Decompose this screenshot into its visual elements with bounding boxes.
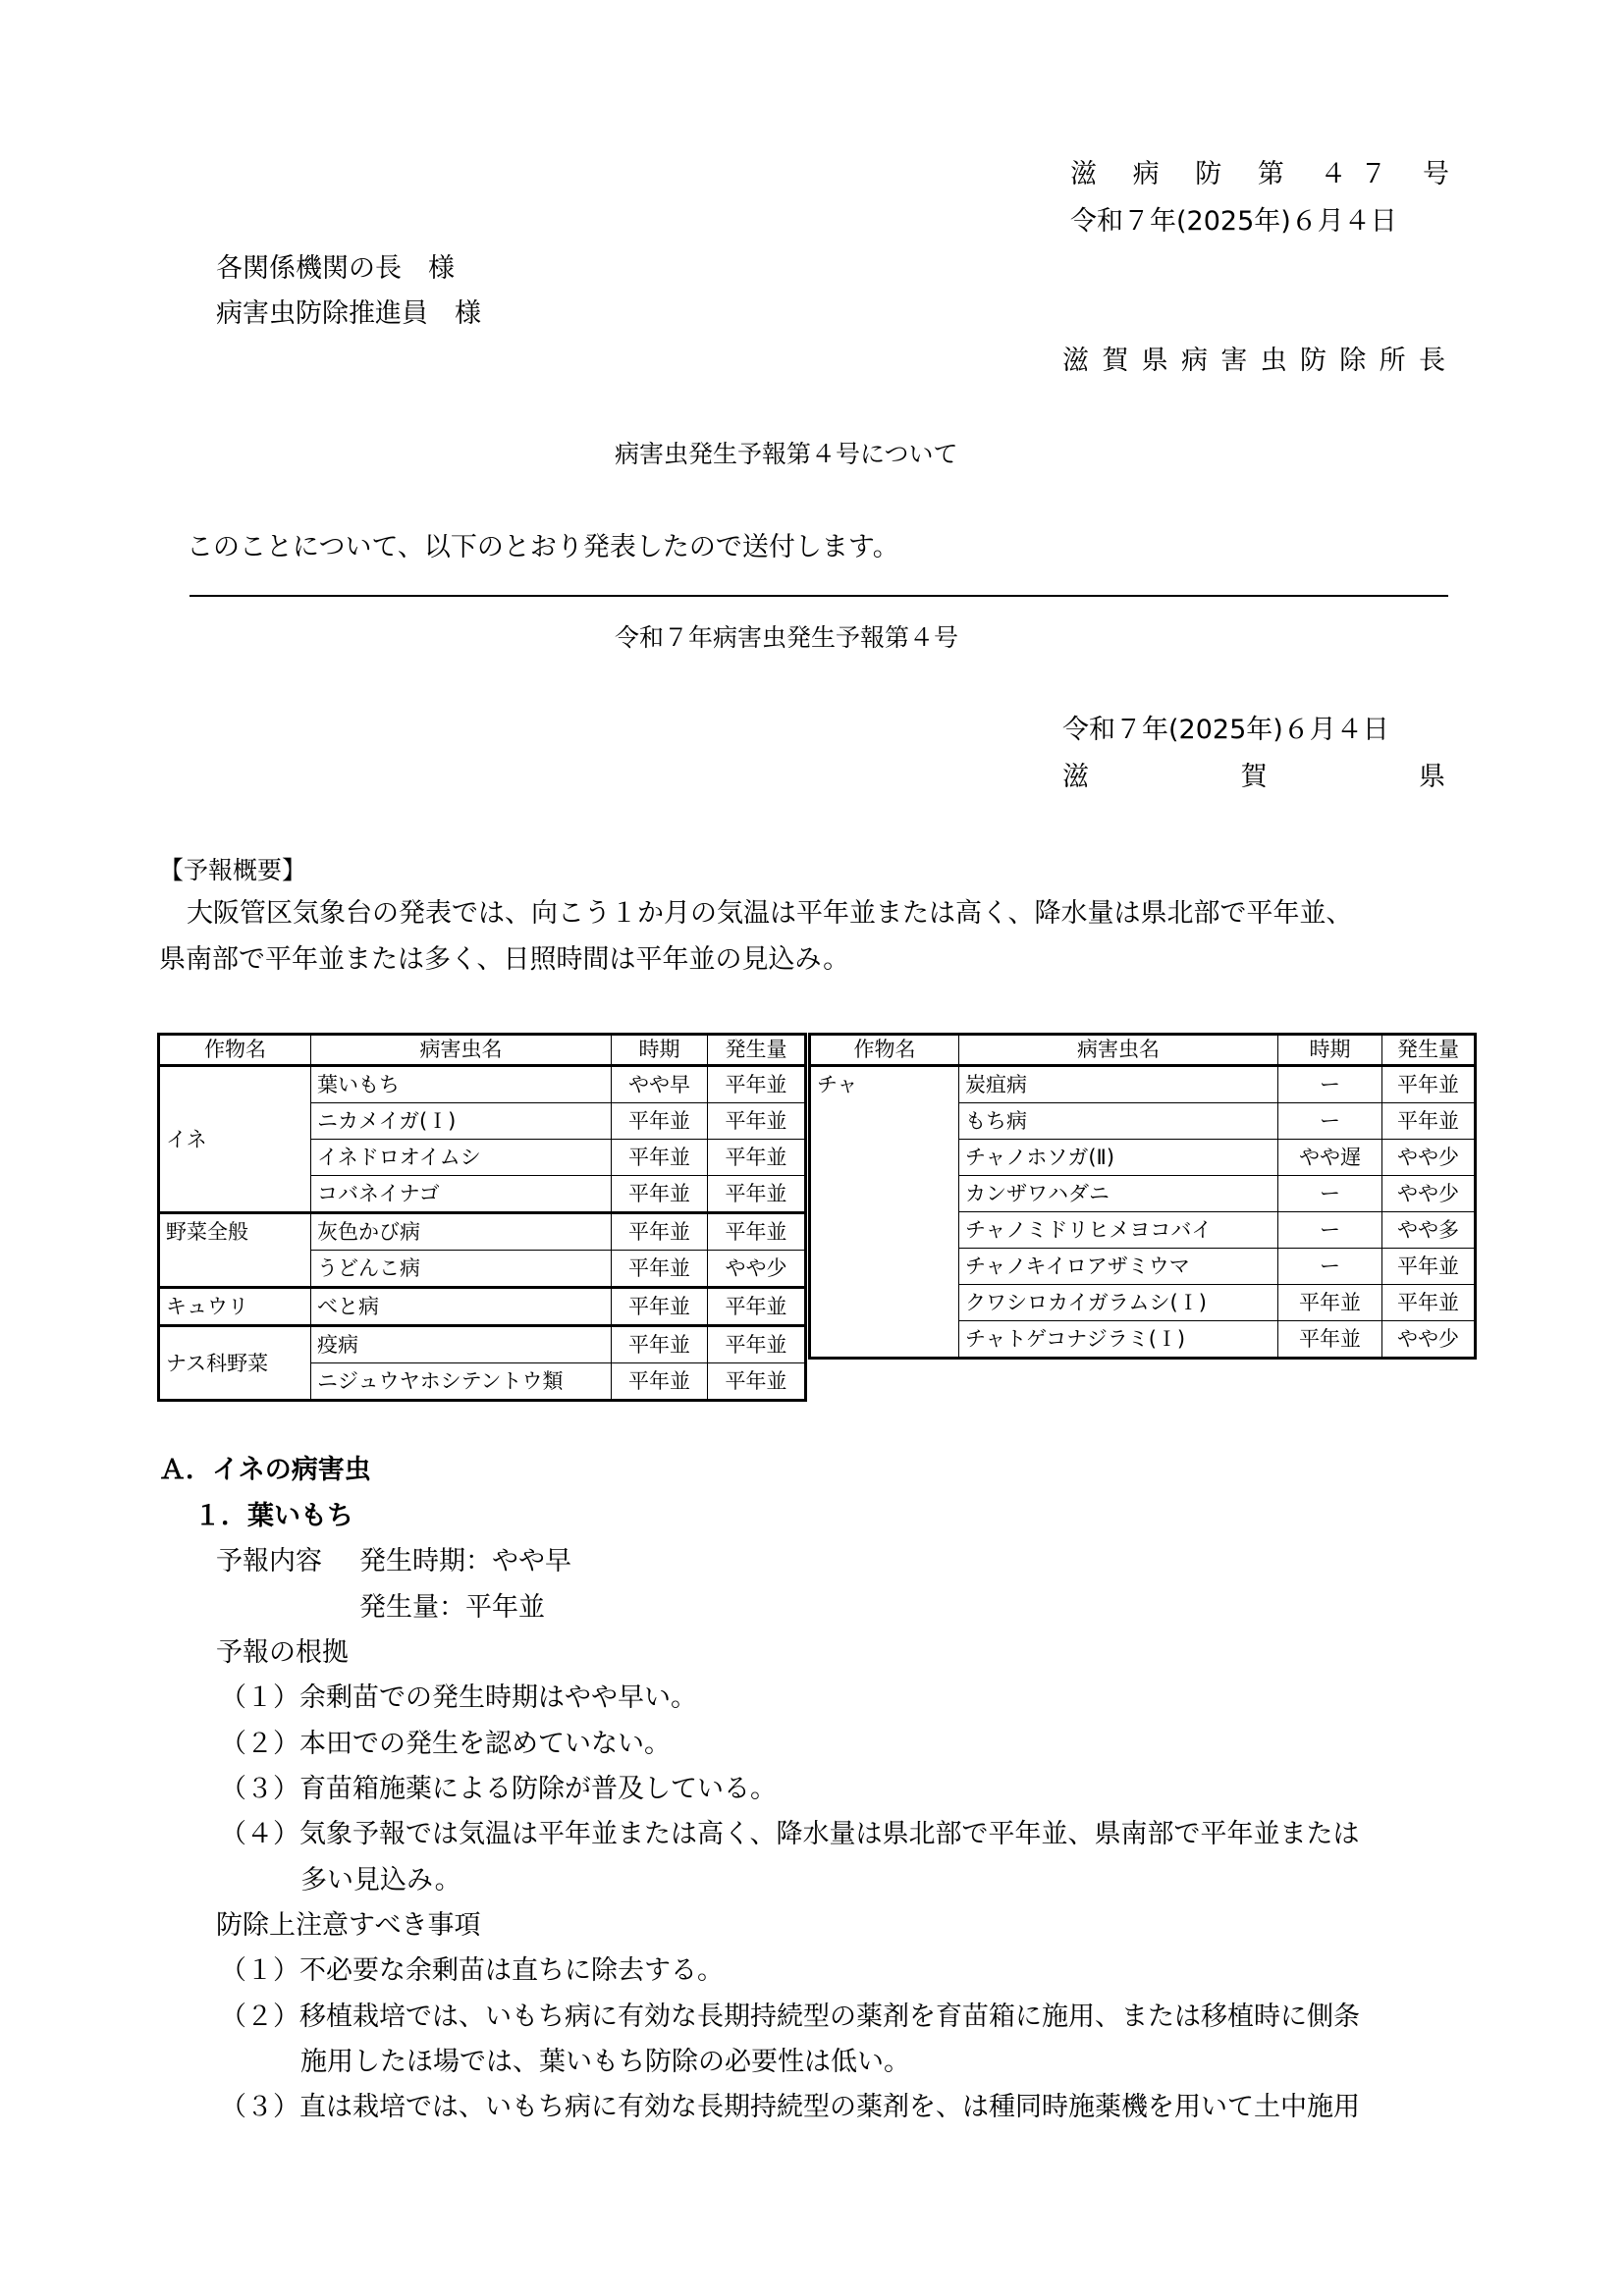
forecast-amount: 発生量：平年並 [359, 1592, 545, 1623]
amount-cell: 平年並 [708, 1326, 806, 1363]
amount-cell: やや少 [1382, 1140, 1476, 1176]
forecast-title: 令和７年病害虫発生予報第４号 [615, 623, 959, 652]
summary-heading: 【予報概要】 [159, 856, 307, 884]
pest-cell: うどんこ病 [311, 1251, 612, 1288]
item-text: 不必要な余剰苗は直ちに除去する。 [299, 1955, 724, 1986]
period-cell: ー [1278, 1103, 1382, 1140]
basis-heading: 予報の根拠 [216, 1637, 349, 1668]
column-header: 病害虫名 [311, 1035, 612, 1066]
table-row [159, 1326, 806, 1363]
period-cell: 平年並 [612, 1140, 708, 1176]
amount-cell: 平年並 [708, 1288, 806, 1326]
cover-body: このことについて、以下のとおり発表したので送付します。 [187, 532, 899, 562]
control-heading: 防除上注意すべき事項 [216, 1910, 481, 1941]
pest-cell: チャノミドリヒメヨコバイ [959, 1212, 1278, 1249]
item-text: 気象予報では気温は平年並または高く、降水量は県北部で平年並、県南部で平年並または [299, 1819, 1360, 1849]
period-cell: 平年並 [1278, 1285, 1382, 1321]
period-cell: ー [1278, 1176, 1382, 1212]
amount-cell: 平年並 [708, 1363, 806, 1401]
pest-cell: コバネイナゴ [311, 1176, 612, 1213]
section-a-subheading: １．葉いもち [194, 1501, 353, 1531]
forecast-table-right [808, 1033, 1477, 1360]
period-cell: 平年並 [612, 1251, 708, 1288]
section-a-heading: Ａ．イネの病害虫 [159, 1455, 371, 1485]
item-text: 直は栽培では、いもち病に有効な長期持続型の薬剤を、は種同時施薬機を用いて土中施用 [299, 2092, 1360, 2122]
amount-cell: 平年並 [708, 1140, 806, 1176]
amount-cell: 平年並 [708, 1103, 806, 1140]
item-number: （２） [220, 2002, 299, 2032]
item-number: （４） [220, 1819, 299, 1849]
forecast-issuer: 滋 賀 県 [1062, 762, 1445, 792]
amount-cell: やや多 [1382, 1212, 1476, 1249]
basis-item-continuation: 多い見込み。 [300, 1865, 461, 1896]
pest-cell: チャノホソガ(Ⅱ) [959, 1140, 1278, 1176]
period-cell: 平年並 [1278, 1321, 1382, 1359]
period-cell: やや早 [612, 1066, 708, 1103]
crop-cell: イネ [159, 1066, 311, 1213]
pest-cell: 疫病 [311, 1326, 612, 1363]
basis-item [220, 1772, 777, 1807]
amount-cell: 平年並 [1382, 1285, 1476, 1321]
item-text: 本田での発生を認めていない。 [299, 1729, 671, 1759]
sender: 滋 賀 県 病 害 虫 防 除 所 長 [1062, 346, 1445, 376]
column-header: 作物名 [810, 1035, 959, 1066]
period-cell: 平年並 [612, 1103, 708, 1140]
control-item [220, 1953, 724, 1989]
document-number: 滋 病 防 第 ４ ７ 号 [1070, 159, 1449, 189]
forecast-date: 令和７年(2025年)６月４日 [1062, 715, 1389, 745]
table-row [159, 1213, 806, 1251]
recipient-1: 各関係機関の長 様 [216, 253, 455, 284]
table-row [159, 1066, 806, 1103]
item-number: （２） [220, 1729, 299, 1759]
pest-cell: チャノキイロアザミウマ [959, 1249, 1278, 1285]
item-number: （１） [220, 1682, 299, 1713]
summary-line-1: 大阪管区気象台の発表では、向こう１か月の気温は平年並または高く、降水量は県北部で平年並、 [187, 898, 1353, 929]
divider [189, 595, 1448, 597]
basis-item [220, 1681, 697, 1716]
forecast-timing: 発生時期：やや早 [359, 1546, 571, 1576]
issue-date: 令和７年(2025年)６月４日 [1070, 206, 1397, 237]
period-cell: やや遅 [1278, 1140, 1382, 1176]
pest-cell: ニカメイガ(Ｉ) [311, 1103, 612, 1140]
pest-cell: 炭疽病 [959, 1066, 1278, 1103]
summary-line-2: 県南部で平年並または多く、日照時間は平年並の見込み。 [159, 944, 850, 975]
amount-cell: 平年並 [1382, 1103, 1476, 1140]
item-number: （３） [220, 2092, 299, 2122]
amount-cell: 平年並 [1382, 1249, 1476, 1285]
pest-cell: カンザワハダニ [959, 1176, 1278, 1212]
amount-cell: 平年並 [1382, 1066, 1476, 1103]
period-cell: 平年並 [612, 1326, 708, 1363]
table-row [810, 1066, 1476, 1103]
period-cell: 平年並 [612, 1176, 708, 1213]
pest-cell: 葉いもち [311, 1066, 612, 1103]
column-header: 時期 [612, 1035, 708, 1066]
column-header: 病害虫名 [959, 1035, 1278, 1066]
pest-cell: べと病 [311, 1288, 612, 1326]
pest-cell: チャトゲコナジラミ(Ｉ) [959, 1321, 1278, 1359]
period-cell: 平年並 [612, 1363, 708, 1401]
pest-cell: イネドロオイムシ [311, 1140, 612, 1176]
basis-item [220, 1817, 1359, 1852]
column-header: 発生量 [1382, 1035, 1476, 1066]
period-cell: ー [1278, 1066, 1382, 1103]
control-item [220, 2000, 1360, 2035]
item-text: 移植栽培では、いもち病に有効な長期持続型の薬剤を育苗箱に施用、または移植時に側条 [299, 2002, 1360, 2032]
cover-subject: 病害虫発生予報第４号について [615, 440, 958, 468]
control-item [220, 2090, 1360, 2125]
item-text: 余剰苗での発生時期はやや早い。 [299, 1682, 697, 1713]
forecast-table-left [157, 1033, 807, 1402]
table-row [159, 1288, 806, 1326]
pest-cell: 灰色かび病 [311, 1213, 612, 1251]
item-number: （１） [220, 1955, 299, 1986]
amount-cell: やや少 [1382, 1321, 1476, 1359]
period-cell: ー [1278, 1249, 1382, 1285]
pest-cell: もち病 [959, 1103, 1278, 1140]
control-item-continuation: 施用したほ場では、葉いもち防除の必要性は低い。 [300, 2047, 910, 2077]
pest-cell: クワシロカイガラムシ(Ｉ) [959, 1285, 1278, 1321]
amount-cell: やや少 [1382, 1176, 1476, 1212]
amount-cell: 平年並 [708, 1066, 806, 1103]
period-cell: 平年並 [612, 1288, 708, 1326]
column-header: 時期 [1278, 1035, 1382, 1066]
crop-cell: 野菜全般 [159, 1213, 311, 1288]
amount-cell: 平年並 [708, 1213, 806, 1251]
item-text: 育苗箱施薬による防除が普及している。 [299, 1774, 777, 1804]
basis-item [220, 1727, 671, 1762]
period-cell: ー [1278, 1212, 1382, 1249]
amount-cell: 平年並 [708, 1176, 806, 1213]
crop-cell: ナス科野菜 [159, 1326, 311, 1401]
period-cell: 平年並 [612, 1213, 708, 1251]
amount-cell: やや少 [708, 1251, 806, 1288]
forecast-content-label: 予報内容 [216, 1546, 322, 1576]
column-header: 作物名 [159, 1035, 311, 1066]
crop-cell: キュウリ [159, 1288, 311, 1326]
column-header: 発生量 [708, 1035, 806, 1066]
item-number: （３） [220, 1774, 299, 1804]
recipient-2: 病害虫防除推進員 様 [216, 298, 481, 329]
pest-cell: ニジュウヤホシテントウ類 [311, 1363, 612, 1401]
crop-cell: チャ [810, 1066, 959, 1359]
